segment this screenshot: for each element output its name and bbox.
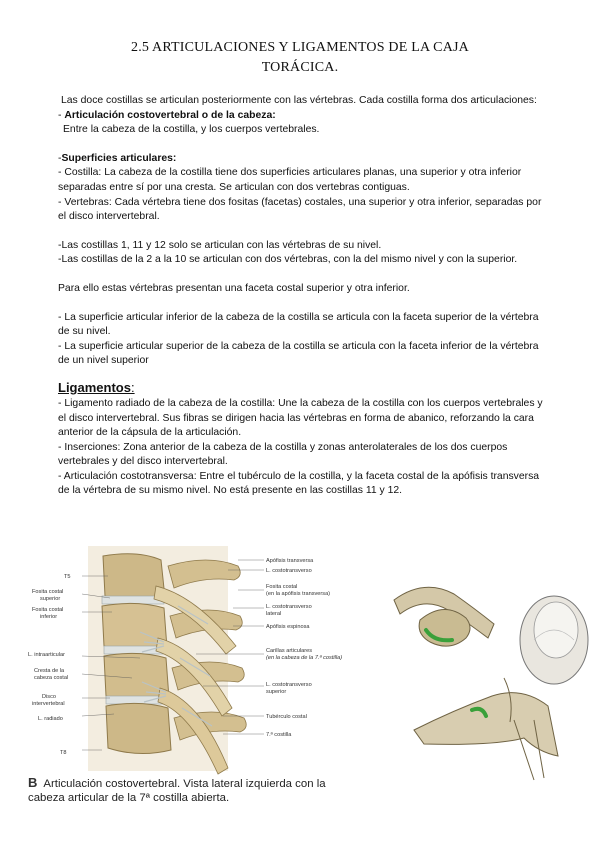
label-cresta-1: Cresta de la (34, 668, 65, 674)
label-costotrans-lat-2: lateral (266, 611, 282, 617)
superficies-vertebras: - Vertebras: Cada vértebra tiene dos fositas (facetas) costales, una superior y otra inferior, separadas por el disco intervertebral. (58, 196, 542, 223)
figure-caption (28, 776, 358, 805)
label-disco-1: Disco (42, 694, 56, 700)
label-carillas-2: (en la cabeza de la 7.ª costilla) (266, 655, 343, 661)
label-fosita-costal-1: Fosita costal (266, 584, 298, 590)
costovertebral-heading-text: Articulación costovertebral o de la cabeza: (64, 109, 276, 121)
label-costotrans: L. costotransverso (266, 568, 312, 574)
intro-paragraph: Las doce costillas se articulan posteriormente con las vértebras. Cada costilla forma dos articulaciones: (61, 95, 537, 106)
label-disco-2: intervertebral (32, 701, 65, 707)
label-fosita-inf-2: inferior (40, 614, 58, 620)
ligamentos-colon: : (130, 379, 135, 395)
label-radiado: L. radiado (38, 716, 63, 722)
label-tuberculo: Tubérculo costal (266, 714, 307, 720)
superficie-inferior: - La superficie articular inferior de la cabeza de la costilla se articula con la faceta superior de la vértebra de su nivel. (58, 311, 539, 338)
label-costotrans-sup-2: superior (266, 689, 287, 695)
rib-joint-figure (384, 560, 594, 785)
ligamentos-heading-text: Ligamentos (58, 379, 131, 395)
ligamentos-heading (58, 379, 548, 397)
superficies-heading (58, 152, 548, 167)
superficies-heading-text: Superficies articulares: (61, 152, 177, 164)
label-septima: 7.ª costilla (266, 732, 292, 738)
ligamento-inserciones: - Inserciones: Zona anterior de la cabeza de la costilla y zonas anterolaterales de los dos cuerpos vertebrales y del disco intervertebral. (58, 441, 508, 468)
label-carillas-1: Carillas articulares (266, 648, 313, 654)
label-costotrans-sup-1: L. costotransverso (266, 682, 312, 688)
label-costotrans-lat-1: L. costotransverso (266, 604, 312, 610)
costovertebral-heading (58, 109, 548, 124)
costovertebral-prefix: - (58, 109, 65, 121)
label-t5: T5 (64, 574, 71, 580)
label-fosita-sup-1: Fosita costal (32, 589, 64, 595)
label-t8: T8 (60, 750, 67, 756)
label-cresta-2: cabeza costal (34, 675, 69, 681)
label-fosita-costal-2: (en la apófisis transversa) (266, 591, 331, 597)
label-espinosa: Apófisis espinosa (266, 624, 310, 630)
vertebral-bodies (102, 554, 171, 754)
superficies-costilla: - Costilla: La cabeza de la costilla tiene dos superficies articulares planas, una superior y otra inferior separadas entre sí por una cresta. Se articulan con dos vertebras contiguas. (58, 167, 522, 193)
costillas-nivel-2: -Las costillas de la 2 a la 10 se articulan con dos vértebras, con la del mismo nivel y con la superior. (58, 254, 518, 266)
label-apofisis: Apófisis transversa (266, 558, 314, 564)
costovertebral-figure (28, 546, 348, 808)
title-line-2: TORÁCICA. (261, 60, 339, 75)
faceta-paragraph: Para ello estas vértebras presentan una faceta costal superior y otra inferior. (58, 282, 410, 294)
document-body (58, 94, 548, 499)
costillas-nivel-1: -Las costillas 1, 11 y 12 solo se articulan con las vértebras de su nivel. (58, 239, 382, 251)
label-intraarticular: L. intraarticular (28, 652, 65, 658)
superficie-superior: - La superficie articular superior de la cabeza de la costilla se articula con la faceta inferior de la vértebra de un nivel superior (58, 340, 539, 367)
page-title (0, 38, 600, 78)
caption-text: Articulación costovertebral. Vista lateral izquierda con la cabeza articular de la 7ª costilla abierta. (28, 778, 326, 804)
articulacion-costotransversa: - Articulación costotransversa: Entre el tubérculo de la costilla, y la faceta costal de la apófisis transversa de la vértebra de su mismo nivel. No está presente en las costillas 11 y 12. (58, 470, 540, 497)
label-fosita-sup-2: superior (40, 596, 61, 602)
caption-letter: B (28, 775, 38, 790)
superficies-prefix: - (58, 152, 62, 164)
title-line-1: 2.5 ARTICULACIONES Y LIGAMENTOS DE LA CAJA (131, 40, 469, 55)
ligamento-radiado: - Ligamento radiado de la cabeza de la costilla: Une la cabeza de la costilla con los cuerpos vertebrales y el disco intervertebral. Sus fibras se dirigen hacia las vértebras en forma de abanico, reforzando la cara anterior de la cápsula de la articulación. (58, 397, 543, 439)
costovertebral-text: Entre la cabeza de la costilla, y los cuerpos vertebrales. (63, 124, 320, 136)
label-fosita-inf-1: Fosita costal (32, 607, 64, 613)
